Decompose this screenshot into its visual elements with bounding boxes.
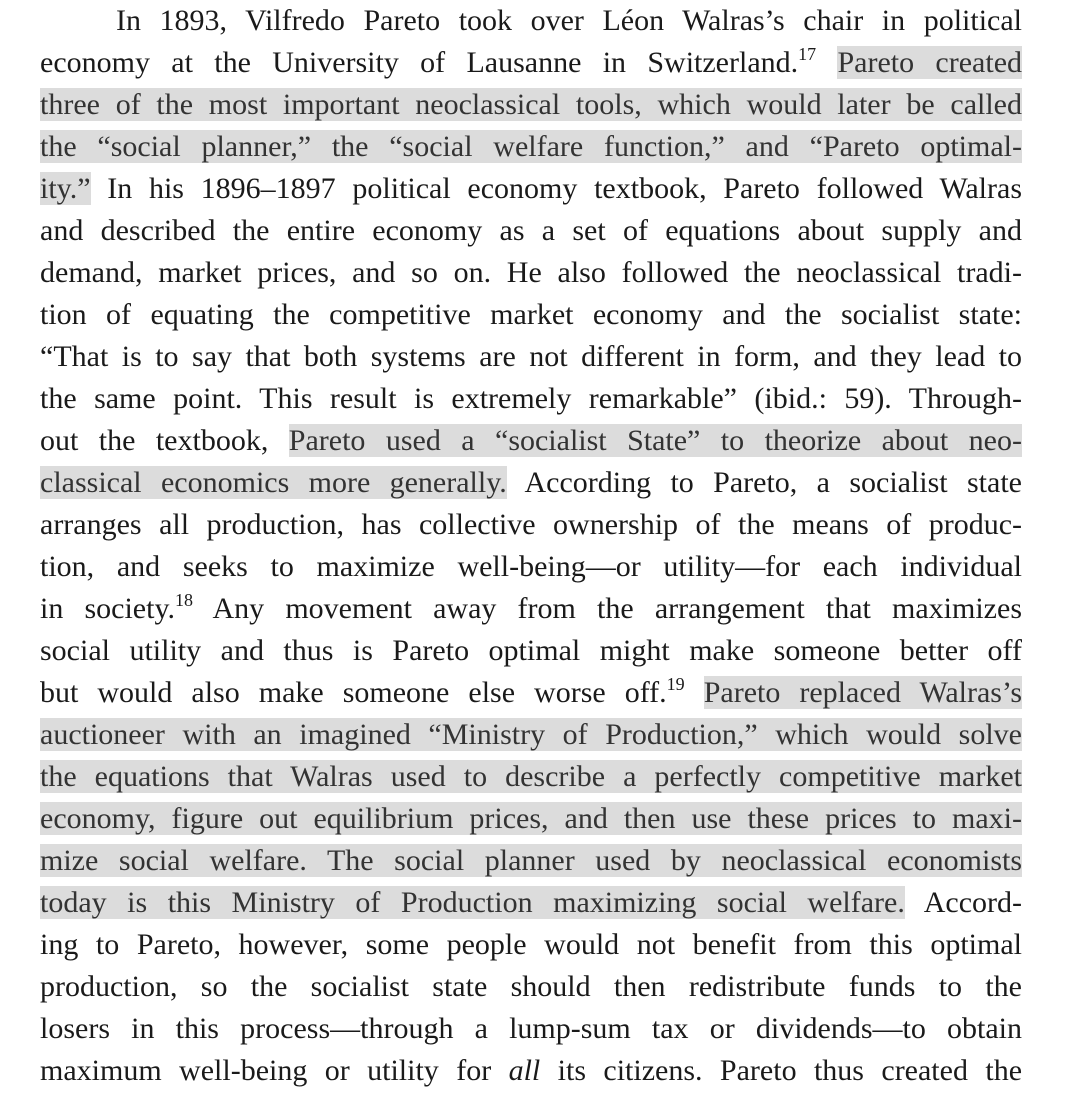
text-line [40,840,1022,882]
text-run: losers in this process—through a lump-sum tax or dividends—to obtain [40,1012,1022,1045]
highlighted-text[interactable]: three of the most important neoclassical tools, which would later be called [40,88,1022,121]
text-line [40,420,1022,462]
text-line [116,0,1022,42]
text-line [40,966,1022,1008]
highlighted-text[interactable]: the “social planner,” the “social welfare function,” and “Pareto optimal- [40,130,1022,163]
text-line [40,546,1022,588]
text-run: production, so the socialist state should then redistribute funds to the [40,970,1022,1003]
text-run: but would also make someone else worse off. [40,676,667,709]
emphasis-text: all [508,1054,541,1087]
text-line [40,714,1022,756]
highlighted-text[interactable]: Pareto replaced Walras’s [703,676,1022,709]
highlighted-text[interactable]: auctioneer with an imagined “Ministry of Production,” which would solve [40,718,1022,751]
text-line [40,882,1022,924]
highlighted-text[interactable]: Pareto used a “socialist State” to theorize about neo- [288,424,1022,457]
text-line [40,378,1022,420]
text-run: its citizens. Pareto thus created the [540,1054,1022,1087]
text-run: “That is to say that both systems are not different in form, and they lead to [40,340,1022,373]
highlighted-text[interactable]: economy, figure out equilibrium prices, and then use these prices to maxi- [40,802,1022,835]
text-line [40,294,1022,336]
text-line [40,336,1022,378]
text-line [40,1008,1022,1050]
text-run: In his 1896–1897 political economy textbook, Pareto followed Walras [90,172,1022,205]
text-line [40,504,1022,546]
text-run: Any movement away from the arrangement that maximizes [193,592,1022,625]
text-line [40,630,1022,672]
text-run: social utility and thus is Pareto optimal might make someone better off [40,634,1022,667]
text-line [40,798,1022,840]
text-line [40,1050,1022,1092]
text-run: ing to Pareto, however, some people would not benefit from this optimal [40,928,1022,961]
footnote-marker[interactable]: 19 [666,674,685,694]
text-run: maximum well-being or utility for [40,1054,509,1087]
text-line [40,168,1022,210]
highlighted-text[interactable]: the equations that Walras used to describe a perfectly competitive market [40,760,1022,793]
text-run: demand, market prices, and so on. He also followed the neoclassical tradi- [40,256,1022,289]
text-run: tion of equating the competitive market economy and the socialist state: [40,298,1022,331]
text-run: and described the entire economy as a set of equations about supply and [40,214,1022,247]
text-line [40,84,1022,126]
text-run: arranges all production, has collective ownership of the means of produc- [40,508,1022,541]
text-line [40,210,1022,252]
text-line [40,672,1022,714]
highlighted-text[interactable]: today is this Ministry of Production maximizing social welfare. [40,886,905,919]
highlighted-text[interactable]: Pareto created [837,46,1022,79]
text-line [40,252,1022,294]
highlighted-text[interactable]: mize social welfare. The social planner used by neoclassical economists [40,844,1022,877]
footnote-marker[interactable]: 18 [175,590,194,610]
text-run: out the textbook, [40,424,289,457]
text-line [40,126,1022,168]
text-line [40,588,1022,630]
text-line [40,42,1022,84]
text-run: the same point. This result is extremely remarkable” (ibid.: 59). Through- [40,382,1022,415]
text-line [40,756,1022,798]
footnote-marker[interactable]: 17 [798,44,817,64]
text-run: in society. [40,592,176,625]
text-run: In 1893, Vilfredo Pareto took over Léon Walras’s chair in political [116,4,1022,37]
text-run: Accord- [904,886,1022,919]
highlighted-text[interactable]: ity.” [40,172,91,205]
text-run: tion, and seeks to maximize well-being—or utility—for each individual [40,550,1022,583]
text-run: economy at the University of Lausanne in Switzerland. [40,46,799,79]
text-line [40,462,1022,504]
highlighted-text[interactable]: classical economics more generally. [40,466,507,499]
text-run: According to Pareto, a socialist state [506,466,1022,499]
text-line [40,924,1022,966]
